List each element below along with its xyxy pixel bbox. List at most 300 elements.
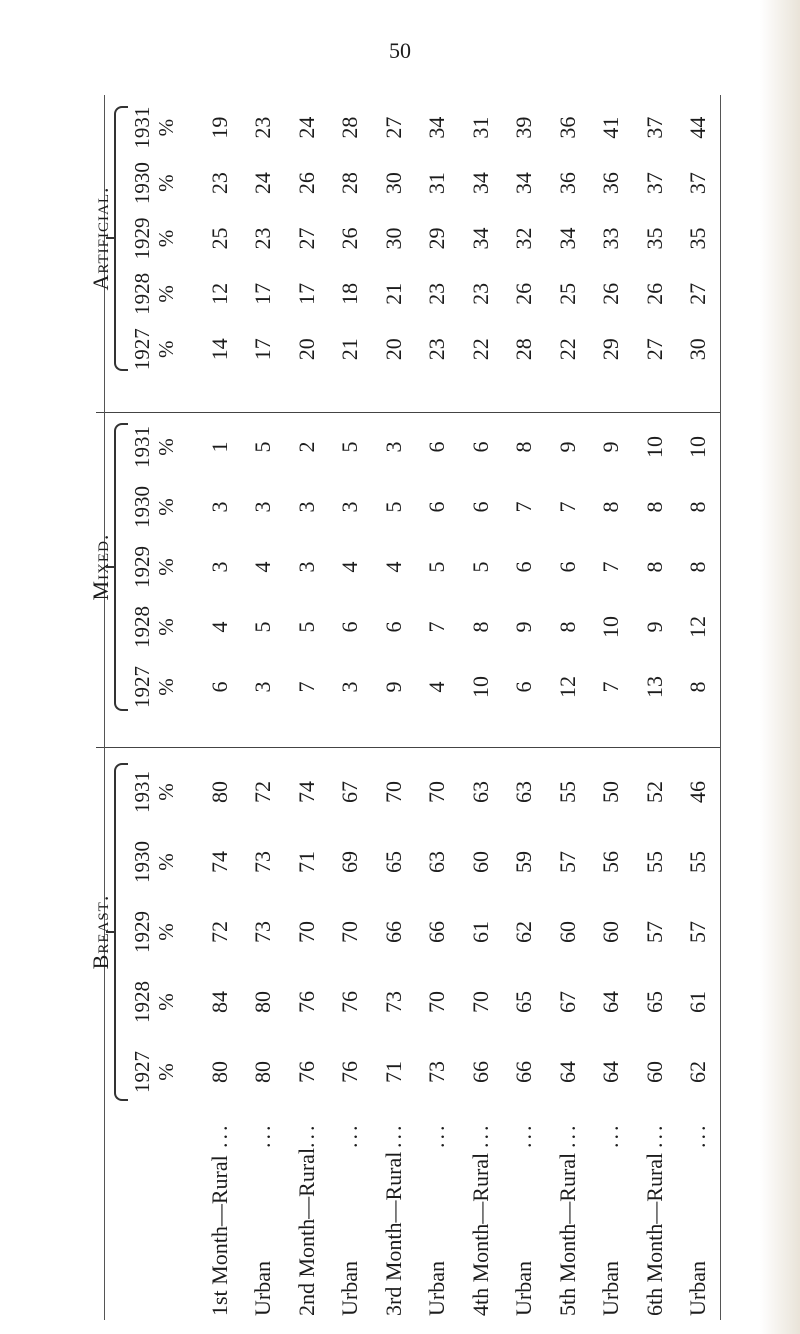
table-cell: 9 [511, 621, 537, 633]
table-cell: 8 [641, 561, 667, 573]
table-row [459, 417, 503, 717]
percent-sign: % [154, 1063, 178, 1081]
table-cell: 80 [250, 1061, 276, 1083]
table-cell: 60 [467, 851, 493, 873]
table-row [329, 757, 373, 1107]
table-cell: 23 [250, 227, 276, 250]
table-cell: 35 [641, 227, 667, 250]
table-cell: 70 [424, 781, 450, 803]
table-cell: 57 [554, 851, 580, 873]
table-row [546, 757, 590, 1107]
percent-sign: % [154, 783, 178, 801]
table-row [633, 100, 677, 377]
table-cell: 8 [554, 621, 580, 633]
table-cell: 35 [685, 227, 711, 250]
year-header [130, 100, 178, 155]
leader-dots: ... [380, 1122, 406, 1148]
table-cell: 55 [641, 851, 667, 873]
leader-dots: ... [293, 1122, 319, 1148]
table-cell: 26 [511, 282, 537, 305]
feeding-statistics-table [80, 100, 720, 1320]
table-cell: 5 [424, 561, 450, 573]
year-header [130, 477, 178, 537]
year-headers [130, 757, 178, 1107]
leader-dots: ... [337, 1122, 363, 1148]
table-row [329, 100, 373, 377]
year-label: 1929 [130, 217, 154, 260]
row-label-text: Urban [424, 1261, 450, 1316]
year-label: 1930 [130, 841, 154, 883]
table-cell: 26 [293, 172, 319, 195]
table-cell: 10 [641, 436, 667, 458]
row-label-text: 4th Month—Rural [467, 1152, 493, 1316]
table-cell: 3 [337, 501, 363, 513]
table-cell: 80 [250, 991, 276, 1013]
year-label: 1927 [130, 666, 154, 708]
table-cell: 23 [424, 338, 450, 361]
table-cell: 30 [380, 227, 406, 250]
table-cell: 4 [250, 561, 276, 573]
table-row [459, 100, 503, 377]
leader-dots: ... [641, 1122, 667, 1148]
table-cell: 65 [511, 991, 537, 1013]
table-cell: 63 [511, 781, 537, 803]
table-cell: 3 [380, 441, 406, 453]
table-cell: 17 [293, 282, 319, 305]
page-number: 50 [389, 38, 411, 63]
table-row [633, 417, 677, 717]
table-cell: 76 [293, 991, 319, 1013]
table-cell: 74 [293, 781, 319, 803]
table-cell: 5 [250, 621, 276, 633]
table-cell: 22 [467, 338, 493, 361]
table-cell: 39 [511, 116, 537, 139]
table-cell: 4 [206, 621, 232, 633]
table-cell: 1 [206, 441, 232, 453]
table-cell: 84 [206, 991, 232, 1013]
table-cell: 25 [554, 282, 580, 305]
leader-dots: ... [511, 1122, 537, 1148]
table-cell: 6 [554, 561, 580, 573]
year-header [130, 657, 178, 717]
table-cell: 5 [380, 501, 406, 513]
year-header [130, 897, 178, 967]
table-cell: 7 [598, 561, 624, 573]
table-cell: 12 [554, 676, 580, 698]
table-cell: 9 [554, 441, 580, 453]
table-cell: 9 [641, 621, 667, 633]
group-brace [114, 106, 128, 371]
table-cell: 5 [293, 621, 319, 633]
row-label-text: Urban [511, 1261, 537, 1316]
table-cell: 64 [554, 1061, 580, 1083]
year-headers [130, 100, 178, 377]
year-label: 1931 [130, 771, 154, 813]
year-label: 1930 [130, 486, 154, 528]
leader-dots: ... [206, 1122, 232, 1148]
group-mixed [80, 417, 720, 717]
table-cell: 71 [293, 851, 319, 873]
table-cell: 4 [337, 561, 363, 573]
table-cell: 61 [467, 921, 493, 943]
table-row [677, 757, 721, 1107]
table-cell: 62 [685, 1061, 711, 1083]
year-header [130, 827, 178, 897]
year-header [130, 597, 178, 657]
group-brace [114, 763, 128, 1101]
table-row [503, 100, 547, 377]
table-cell: 80 [206, 781, 232, 803]
table-cell: 32 [511, 227, 537, 250]
table-cell: 73 [250, 921, 276, 943]
table-cell: 37 [641, 172, 667, 195]
group-brace [114, 423, 128, 711]
table-cell: 52 [641, 781, 667, 803]
table-row [372, 100, 416, 377]
table-cell: 69 [337, 851, 363, 873]
leader-dots: ... [598, 1122, 624, 1148]
table-cell: 27 [293, 227, 319, 250]
table-row [546, 417, 590, 717]
column-gap [80, 717, 720, 757]
table-cell: 5 [467, 561, 493, 573]
year-header [130, 266, 178, 321]
group-breast [80, 757, 720, 1107]
table-row [503, 417, 547, 717]
table-cell: 72 [206, 921, 232, 943]
table-cell: 70 [467, 991, 493, 1013]
table-cell: 23 [424, 282, 450, 305]
table-cell: 63 [424, 851, 450, 873]
table-cell: 6 [380, 621, 406, 633]
percent-sign: % [154, 285, 178, 303]
table-cell: 70 [337, 921, 363, 943]
table-cell: 7 [511, 501, 537, 513]
table-cell: 3 [250, 681, 276, 693]
year-label: 1930 [130, 162, 154, 205]
table-cell: 26 [337, 227, 363, 250]
table-row [198, 757, 242, 1107]
table-cell: 28 [337, 116, 363, 139]
table-cell: 27 [685, 282, 711, 305]
table-cell: 17 [250, 338, 276, 361]
table-cell: 76 [337, 991, 363, 1013]
leader-dots: ... [424, 1122, 450, 1148]
percent-sign: % [154, 174, 178, 192]
table-cell: 26 [641, 282, 667, 305]
leader-dots: ... [467, 1122, 493, 1148]
table-cell: 8 [598, 501, 624, 513]
table-cell: 10 [685, 436, 711, 458]
table-cell: 64 [598, 1061, 624, 1083]
table-row [242, 100, 286, 377]
table-cell: 29 [424, 227, 450, 250]
table-cell: 3 [250, 501, 276, 513]
row-label-text: 6th Month—Rural [641, 1152, 667, 1316]
table-cell: 27 [641, 338, 667, 361]
table-cell: 21 [380, 282, 406, 305]
table-cell: 65 [641, 991, 667, 1013]
percent-sign: % [154, 340, 178, 359]
table-cell: 37 [685, 172, 711, 195]
table-cell: 20 [293, 338, 319, 361]
table-cell: 7 [424, 621, 450, 633]
percent-sign: % [154, 618, 178, 636]
page-edge-shadow [760, 0, 800, 1334]
year-header [130, 967, 178, 1037]
table-cell: 70 [424, 991, 450, 1013]
group-header [80, 417, 198, 717]
table-cell: 6 [424, 501, 450, 513]
table-cell: 55 [554, 781, 580, 803]
table-cell: 57 [685, 921, 711, 943]
row-label-text: 5th Month—Rural [554, 1152, 580, 1316]
table-cell: 14 [206, 338, 232, 361]
table-row [416, 417, 460, 717]
percent-sign: % [154, 438, 178, 456]
year-label: 1931 [130, 106, 154, 149]
table-row [198, 100, 242, 377]
year-label: 1929 [130, 546, 154, 588]
year-label: 1929 [130, 911, 154, 953]
row-label-text: 1st Month—Rural [206, 1155, 232, 1316]
table-row [372, 417, 416, 717]
table-cell: 9 [598, 441, 624, 453]
table-cell: 34 [554, 227, 580, 250]
table-cell: 60 [554, 921, 580, 943]
table-cell: 26 [598, 282, 624, 305]
table-row [590, 757, 634, 1107]
table-cell: 21 [337, 338, 363, 361]
table-cell: 8 [511, 441, 537, 453]
table-cell: 34 [424, 116, 450, 139]
table-cell: 9 [380, 681, 406, 693]
table-cell: 23 [467, 282, 493, 305]
table-cell: 19 [206, 116, 232, 139]
row-label-text: 3rd Month—Rural [380, 1151, 406, 1316]
table-cell: 6 [337, 621, 363, 633]
group-artificial [80, 100, 720, 377]
table-cell: 65 [380, 851, 406, 873]
table-cell: 34 [467, 227, 493, 250]
table-cell: 20 [380, 338, 406, 361]
percent-sign: % [154, 993, 178, 1011]
percent-sign: % [154, 229, 178, 248]
table-cell: 76 [337, 1061, 363, 1083]
year-label: 1927 [130, 328, 154, 371]
row-label-text: Urban [337, 1261, 363, 1316]
table-cell: 36 [554, 172, 580, 195]
table-row [677, 417, 721, 717]
table-cell: 31 [424, 172, 450, 195]
table-cell: 80 [206, 1061, 232, 1083]
year-label: 1928 [130, 272, 154, 315]
table-row [242, 757, 286, 1107]
table-cell: 3 [337, 681, 363, 693]
table-cell: 24 [293, 116, 319, 139]
table-cell: 64 [598, 991, 624, 1013]
group-title: Artificial. [88, 186, 113, 291]
year-label: 1927 [130, 1051, 154, 1093]
table-cell: 7 [293, 681, 319, 693]
table-cell: 23 [250, 116, 276, 139]
row-label-text: 2nd Month—Rural [293, 1147, 319, 1316]
table-cell: 5 [337, 441, 363, 453]
table-cell: 4 [380, 561, 406, 573]
year-label: 1928 [130, 606, 154, 648]
table-row [459, 757, 503, 1107]
table-cell: 6 [424, 441, 450, 453]
row-label-text: Urban [598, 1261, 624, 1316]
table-row [590, 417, 634, 717]
table-cell: 66 [511, 1061, 537, 1083]
table-cell: 8 [641, 501, 667, 513]
table-cell: 3 [293, 561, 319, 573]
year-header [130, 537, 178, 597]
table-cell: 29 [598, 338, 624, 361]
group-title: Breast. [88, 894, 113, 970]
table-cell: 2 [293, 441, 319, 453]
table-row [242, 417, 286, 717]
table-cell: 25 [206, 227, 232, 250]
table-cell: 59 [511, 851, 537, 873]
table-cell: 34 [467, 172, 493, 195]
table-cell: 10 [598, 616, 624, 638]
table-cell: 6 [467, 501, 493, 513]
percent-sign: % [154, 678, 178, 696]
table-cell: 30 [685, 338, 711, 361]
percent-sign: % [154, 853, 178, 871]
table-cell: 3 [206, 501, 232, 513]
table-cell: 12 [206, 282, 232, 305]
table-row [633, 757, 677, 1107]
table-row [416, 100, 460, 377]
year-header [130, 322, 178, 377]
table-cell: 72 [250, 781, 276, 803]
percent-sign: % [154, 558, 178, 576]
table-cell: 67 [554, 991, 580, 1013]
table-cell: 10 [467, 676, 493, 698]
row-label-text: Urban [250, 1261, 276, 1316]
table-cell: 74 [206, 851, 232, 873]
table-cell: 6 [206, 681, 232, 693]
year-label: 1931 [130, 426, 154, 468]
percent-sign: % [154, 923, 178, 941]
table-cell: 8 [685, 561, 711, 573]
table-cell: 70 [293, 921, 319, 943]
table-cell: 28 [511, 338, 537, 361]
table-cell: 6 [511, 681, 537, 693]
table-cell: 3 [206, 561, 232, 573]
right-margin-rule [720, 95, 721, 1320]
table-cell: 13 [641, 676, 667, 698]
table-cell: 73 [380, 991, 406, 1013]
year-header [130, 417, 178, 477]
table-cell: 34 [511, 172, 537, 195]
table-row [285, 100, 329, 377]
table-cell: 7 [598, 681, 624, 693]
table-cell: 17 [250, 282, 276, 305]
table-cell: 41 [598, 116, 624, 139]
leader-dots: ... [685, 1122, 711, 1148]
table-cell: 60 [598, 921, 624, 943]
year-label: 1928 [130, 981, 154, 1023]
percent-sign: % [154, 498, 178, 516]
table-cell: 60 [641, 1061, 667, 1083]
table-cell: 70 [380, 781, 406, 803]
table-cell: 44 [685, 116, 711, 139]
table-cell: 61 [685, 991, 711, 1013]
table-cell: 55 [685, 851, 711, 873]
table-cell: 28 [337, 172, 363, 195]
table-cell: 27 [380, 116, 406, 139]
table-cell: 8 [685, 681, 711, 693]
table-cell: 67 [337, 781, 363, 803]
table-cell: 4 [424, 681, 450, 693]
table-row [546, 100, 590, 377]
leader-dots: ... [554, 1122, 580, 1148]
table-cell: 50 [598, 781, 624, 803]
table-cell: 66 [424, 921, 450, 943]
table-cell: 66 [467, 1061, 493, 1083]
year-header [130, 155, 178, 210]
table-cell: 24 [250, 172, 276, 195]
table-row [329, 417, 373, 717]
table-row [372, 757, 416, 1107]
group-header [80, 100, 198, 377]
row-label-text: Urban [685, 1261, 711, 1316]
table-cell: 73 [250, 851, 276, 873]
table-cell: 23 [206, 172, 232, 195]
table-cell: 5 [250, 441, 276, 453]
table-cell: 30 [380, 172, 406, 195]
table-row [590, 100, 634, 377]
table-cell: 37 [641, 116, 667, 139]
table-cell: 66 [380, 921, 406, 943]
table-cell: 36 [554, 116, 580, 139]
table-cell: 31 [467, 116, 493, 139]
percent-sign: % [154, 118, 178, 137]
table-cell: 71 [380, 1061, 406, 1083]
group-header [80, 757, 198, 1107]
table-cell: 57 [641, 921, 667, 943]
table-cell: 3 [293, 501, 319, 513]
table-cell: 33 [598, 227, 624, 250]
table-cell: 8 [685, 501, 711, 513]
table-row [503, 757, 547, 1107]
year-headers [130, 417, 178, 717]
table-cell: 63 [467, 781, 493, 803]
table-row [416, 757, 460, 1107]
table-cell: 6 [467, 441, 493, 453]
column-gap [80, 1107, 720, 1155]
year-header [130, 211, 178, 266]
table-cell: 76 [293, 1061, 319, 1083]
table-cell: 6 [511, 561, 537, 573]
table-cell: 12 [685, 616, 711, 638]
group-title: Mixed. [88, 533, 113, 601]
table-cell: 22 [554, 338, 580, 361]
table-cell: 36 [598, 172, 624, 195]
leader-dots: ... [250, 1122, 276, 1148]
year-header [130, 1037, 178, 1107]
table-cell: 8 [467, 621, 493, 633]
table-row [198, 417, 242, 717]
table-cell: 62 [511, 921, 537, 943]
table-cell: 18 [337, 282, 363, 305]
table-cell: 7 [554, 501, 580, 513]
table-row [677, 100, 721, 377]
